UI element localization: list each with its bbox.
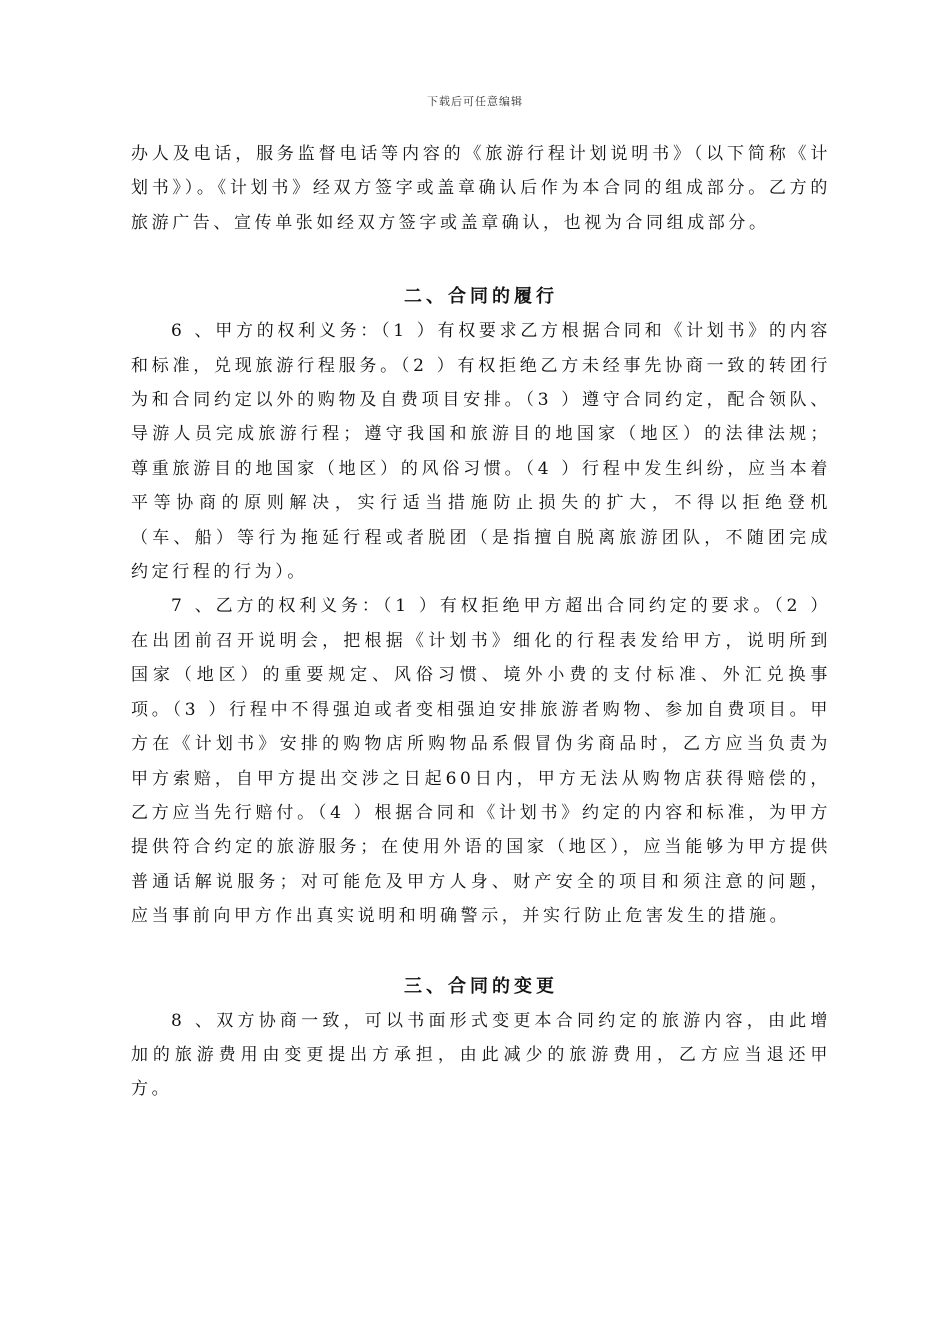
- section-3-title: 三、合同的变更: [404, 975, 558, 997]
- section-gap: [131, 240, 831, 280]
- section-gap: [131, 934, 831, 970]
- clause-6-paragraph: 6 、甲方的权利义务：（1 ）有权要求乙方根据合同和《计划书》的内容和标准，兑现旅游行程服务。（2 ）有权拒绝乙方未经事先协商一致的转团行为和合同约定以外的购物及自费项目安排。（3 ）遵守合同约定，配合领队、导游人员完成旅游行程；遵守我国和旅游目的地国家（地区）的法律法规；尊重旅游目的地国家（地区）的风俗习惯。（4 ）行程中发生纠纷，应当本着平等协商的原则解决，实行适当措施防止损失的扩大，不得以拒绝登机（车、船）等行为拖延行程或者脱团（是指擅自脱离旅游团队，不随团完成约定行程的行为）。: [131, 321, 831, 583]
- section-2-title: 二、合同的履行: [404, 286, 558, 308]
- intro-paragraph: 办人及电话，服务监督电话等内容的《旅游行程计划说明书》（以下简称《计划书》）。《计划书》经双方签字或盖章确认后作为本合同的组成部分。乙方的旅游广告、宣传单张如经双方签字或盖章确认，也视为合同组成部分。: [131, 144, 831, 233]
- page-header: 下载后可任意编辑: [427, 95, 523, 108]
- clause-8-paragraph: 8 、双方协商一致，可以书面形式变更本合同约定的旅游内容，由此增加的旅游费用由变更提出方承担，由此减少的旅游费用，乙方应当退还甲方。: [131, 1010, 831, 1100]
- clause-7-paragraph: 7 、乙方的权利义务：（1 ）有权拒绝甲方超出合同约定的要求。（2 ）在出团前召开说明会，把根据《计划书》细化的行程表发给甲方，说明所到国家（地区）的重要规定、风俗习惯、境外小费的支付标准、外汇兑换事项。（3 ）行程中不得强迫或者变相强迫安排旅游者购物、参加自费项目。甲方在《计划书》安排的购物店所购物品系假冒伪劣商品时，乙方应当负责为甲方索赔，自甲方提出交涉之日起60日内，甲方无法从购物店获得赔偿的，乙方应当先行赔付。（4 ）根据合同和《计划书》约定的内容和标准，为甲方提供符合约定的旅游服务；在使用外语的国家（地区），应当能够为甲方提供普通话解说服务；对可能危及甲方人身、财产安全的项目和须注意的问题，应当事前向甲方作出真实说明和明确警示，并实行防止危害发生的措施。: [131, 596, 831, 927]
- document-body: [131, 137, 831, 1107]
